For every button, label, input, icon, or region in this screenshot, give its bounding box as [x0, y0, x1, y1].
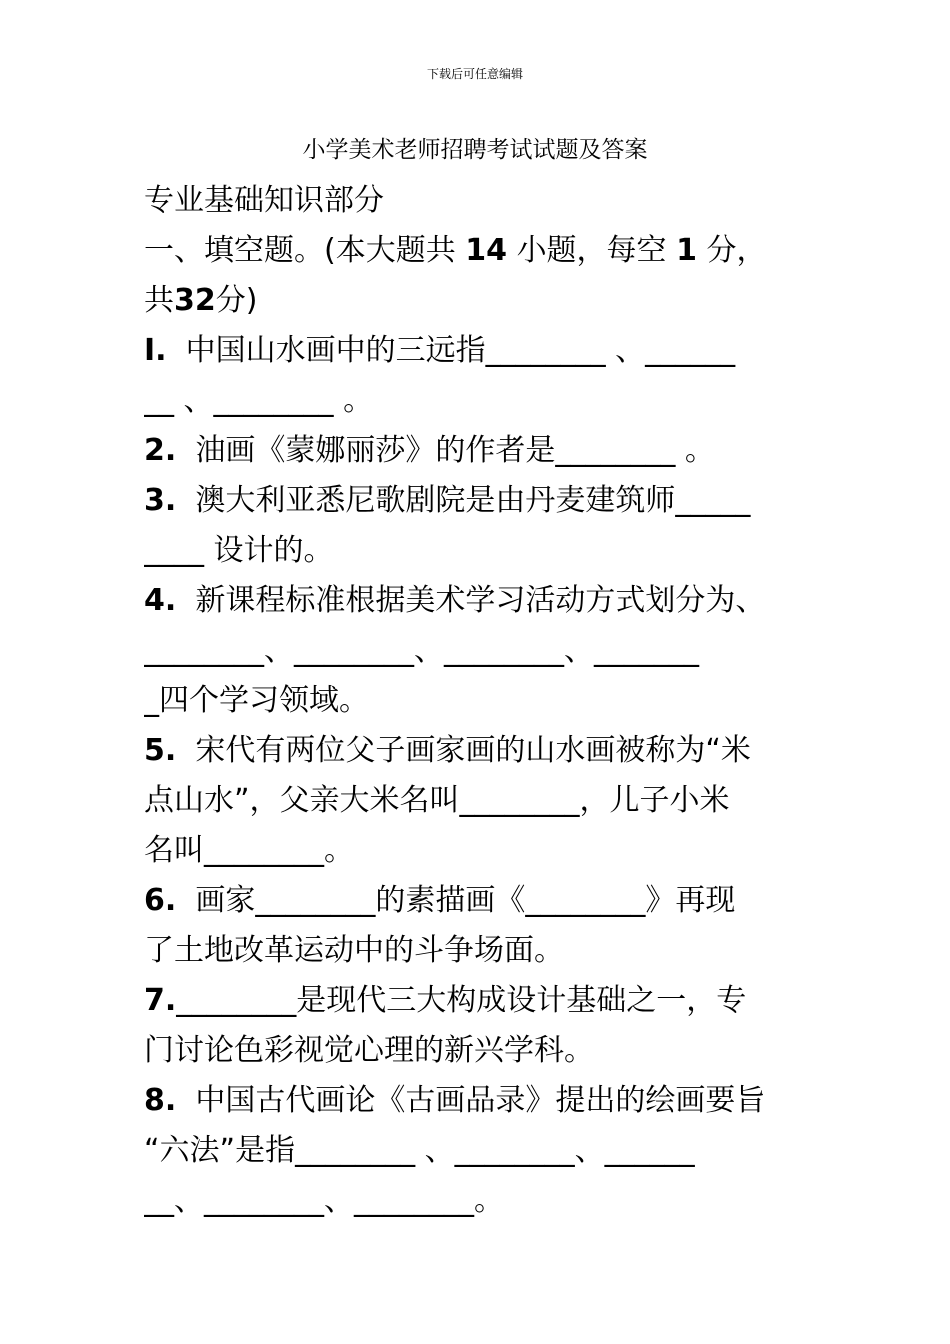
question-text: 名叫________。: [144, 833, 354, 868]
question-text: 新课程标准根据美术学习活动方式划分为、: [195, 583, 766, 618]
question-4: [144, 576, 804, 726]
question-text: 中国山水画中的三远指________ 、______: [185, 333, 736, 368]
question-number: 2.: [144, 433, 177, 468]
question-line: [144, 726, 804, 776]
question-1: [144, 326, 804, 426]
question-line: [144, 1026, 804, 1076]
question-text: 宋代有两位父子画家画的山水画被称为“米: [195, 733, 751, 768]
question-line: [144, 576, 804, 626]
question-number: 4.: [144, 583, 177, 618]
question-line: [144, 1126, 804, 1176]
question-5: [144, 726, 804, 876]
question-line: [144, 926, 804, 976]
question-text: ________、________、________、_______: [144, 633, 699, 668]
part-heading-text: 分，: [706, 233, 767, 268]
question-6: [144, 876, 804, 976]
question-number: 8.: [144, 1083, 177, 1118]
question-line: [144, 1176, 804, 1226]
question-line: [144, 776, 804, 826]
question-text: 中国古代画论《古画品录》提出的绘画要旨: [195, 1083, 766, 1118]
question-8: [144, 1076, 804, 1226]
part-heading-text: 分): [215, 283, 258, 318]
question-2: [144, 426, 804, 476]
question-line: [144, 476, 804, 526]
part-heading-line-2: [144, 276, 804, 326]
points-per-blank: 1: [676, 233, 697, 268]
question-line: [144, 1076, 804, 1126]
question-line: [144, 426, 804, 476]
question-text: “六法”是指________ 、________、______: [144, 1133, 695, 1168]
question-line: [144, 676, 804, 726]
question-7: [144, 976, 804, 1076]
question-line: [144, 826, 804, 876]
question-text: _四个学习领域。: [144, 683, 369, 718]
question-count: 14: [465, 233, 508, 268]
question-number: 6.: [144, 883, 177, 918]
question-text: 油画《蒙娜丽莎》的作者是________ 。: [195, 433, 715, 468]
document-title: 小学美术老师招聘考试试题及答案: [302, 137, 648, 163]
question-text: 澳大利亚悉尼歌剧院是由丹麦建筑师_____: [195, 483, 751, 518]
question-number: 3.: [144, 483, 177, 518]
part-heading-text: 一、填空题。(本大题共: [144, 233, 456, 268]
question-line: [144, 376, 804, 426]
question-line: [144, 876, 804, 926]
question-number: 7.: [144, 983, 177, 1018]
question-number: 5.: [144, 733, 177, 768]
question-line: [144, 976, 804, 1026]
question-line: [144, 326, 804, 376]
question-text: ________是现代三大构成设计基础之一，专: [176, 983, 747, 1018]
question-line: [144, 526, 804, 576]
question-text: 门讨论色彩视觉心理的新兴学科。: [144, 1033, 594, 1068]
total-points: 32: [174, 283, 216, 318]
document-body: [144, 176, 804, 1226]
question-text: 点山水”，父亲大米名叫________，儿子小米: [144, 783, 730, 818]
part-heading-text: 共: [144, 283, 174, 318]
question-line: [144, 626, 804, 676]
question-text: __、________、________。: [144, 1183, 504, 1218]
question-number: I.: [144, 333, 167, 368]
question-text: 画家________的素描画《________》再现: [195, 883, 736, 918]
header-note: 下载后可任意编辑: [426, 67, 523, 81]
part-heading-line-1: [144, 226, 804, 276]
question-3: [144, 476, 804, 576]
question-text: ____ 设计的。: [144, 533, 334, 568]
question-text: 了土地改革运动中的斗争场面。: [144, 933, 564, 968]
part-heading-text: 小题，每空: [516, 233, 667, 268]
question-text: __ 、________ 。: [144, 383, 374, 418]
section-heading: 专业基础知识部分: [144, 183, 384, 218]
